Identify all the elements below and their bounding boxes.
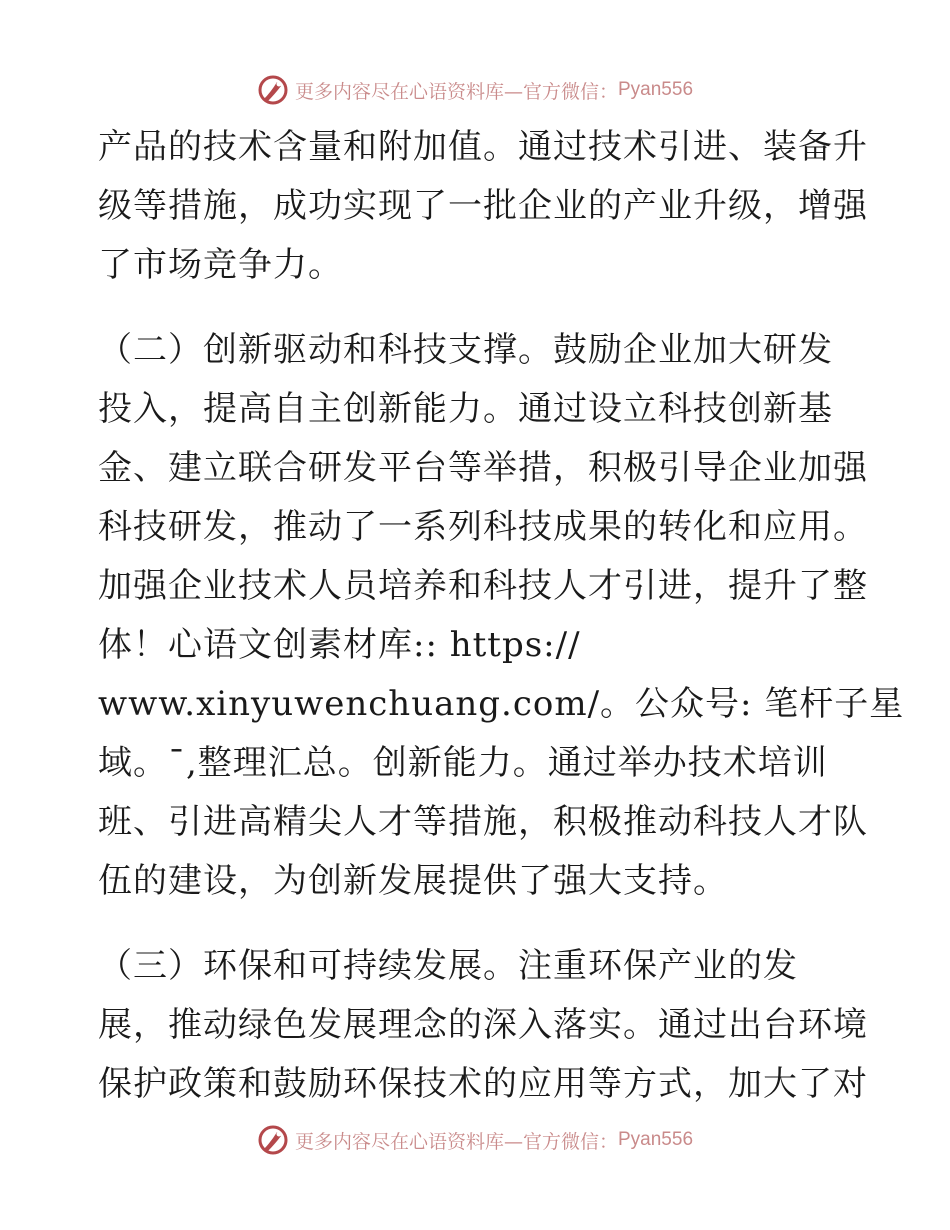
document-body xyxy=(98,118,905,1114)
banner-text: 更多内容尽在心语资料库—官方微信： xyxy=(294,1130,618,1153)
text-line: 保护政策和鼓励环保技术的应用等方式，加大了对 xyxy=(98,1064,868,1104)
text-line: 级等措施，成功实现了一批企业的产业升级，增强 xyxy=(98,186,868,226)
text-line: 体！心语文创素材库:: https:// xyxy=(98,625,581,665)
text-line: 了市场竞争力。 xyxy=(98,245,343,285)
footer-banner xyxy=(0,1120,950,1160)
brand-logo-icon xyxy=(257,74,289,106)
text-line: （三）环保和可持续发展。注重环保产业的发 xyxy=(98,946,798,986)
text-line: 展，推动绿色发展理念的深入落实。通过出台环境 xyxy=(98,1005,868,1045)
paragraph-3 xyxy=(98,937,868,1114)
text-line: （二）创新驱动和科技支撑。鼓励企业加大研发 xyxy=(98,330,833,370)
text-line: 投入，提高自主创新能力。通过设立科技创新基 xyxy=(98,389,833,429)
text-line: 伍的建设，为创新发展提供了强大支持。 xyxy=(98,861,728,901)
banner-wechat-id: Pyan556 xyxy=(618,79,694,100)
text-line: 班、引进高精尖人才等措施，积极推动科技人才队 xyxy=(98,802,868,842)
text-line: 产品的技术含量和附加值。通过技术引进、装备升 xyxy=(98,127,868,167)
text-line: www.xinyuwenchuang.com/。公众号: 笔杆子星 xyxy=(98,684,905,724)
text-line: 科技研发，推动了一系列科技成果的转化和应用。 xyxy=(98,507,868,547)
brand-logo-icon xyxy=(257,1124,289,1156)
banner-wechat-id: Pyan556 xyxy=(618,1129,694,1150)
header-banner xyxy=(0,70,950,110)
banner-text: 更多内容尽在心语资料库—官方微信： xyxy=(294,80,618,103)
text-line: 域。¯,整理汇总。创新能力。通过举办技术培训 xyxy=(98,743,828,783)
text-line: 加强企业技术人员培养和科技人才引进，提升了整 xyxy=(98,566,868,606)
paragraph-1 xyxy=(98,118,868,295)
paragraph-2 xyxy=(98,321,905,911)
text-line: 金、建立联合研发平台等举措，积极引导企业加强 xyxy=(98,448,868,488)
